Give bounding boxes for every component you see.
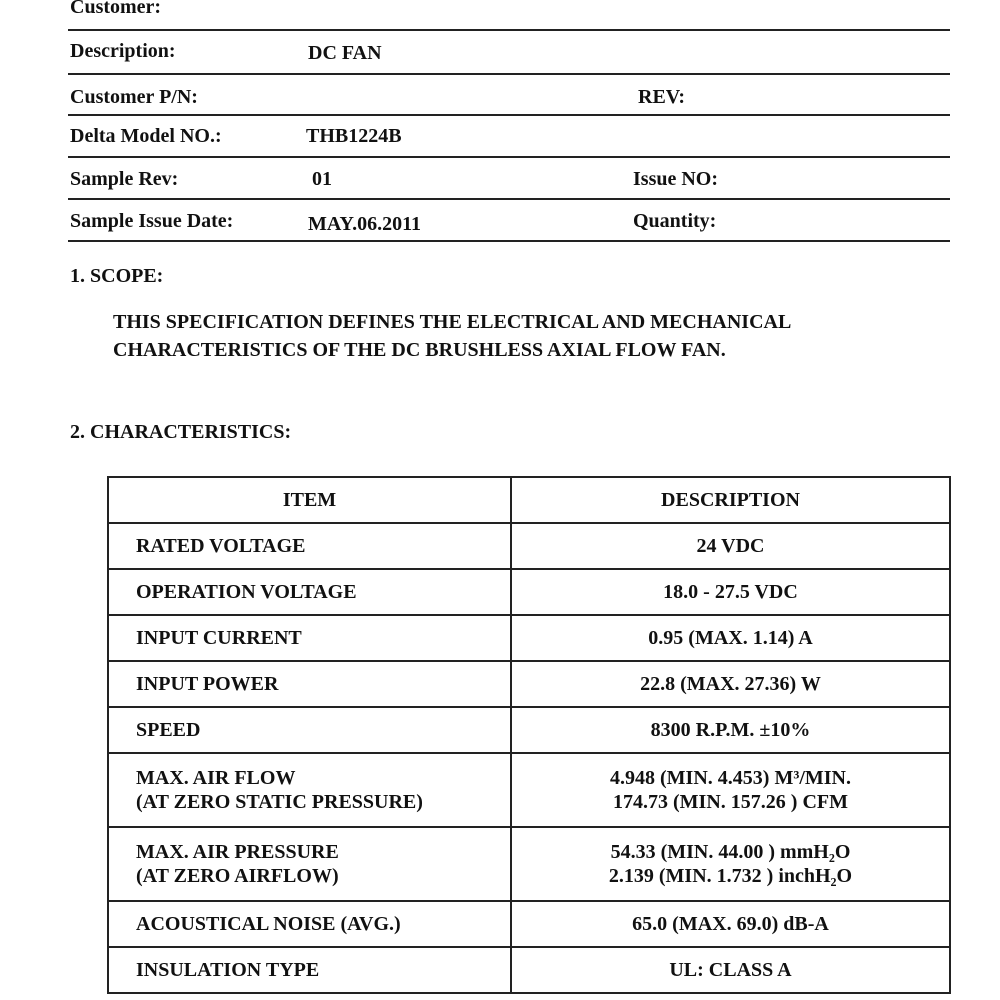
divider: [68, 156, 950, 158]
description-cell: [511, 707, 950, 753]
characteristics-table: [107, 476, 951, 994]
table-row: [108, 901, 950, 947]
issue-date-label: Sample Issue Date:: [70, 210, 234, 232]
description-text: 65.0 (MAX. 69.0) dB-A: [632, 913, 829, 935]
description-cell: [511, 615, 950, 661]
description-value: DC FAN: [308, 42, 382, 64]
model-value: THB1224B: [306, 125, 402, 147]
divider: [68, 114, 950, 116]
column-header-item: ITEM: [108, 477, 511, 523]
sample-rev-label: Sample Rev:: [70, 168, 179, 190]
table-row: [108, 615, 950, 661]
issue-date-value: MAY.06.2011: [308, 213, 421, 235]
rev-label: REV:: [638, 86, 686, 108]
description-cell: [511, 753, 950, 827]
item-text: OPERATION VOLTAGE: [136, 581, 357, 603]
item-text: (AT ZERO AIRFLOW): [136, 865, 339, 887]
item-cell: [108, 523, 511, 569]
description-text: 24 VDC: [696, 535, 765, 557]
table-row: [108, 569, 950, 615]
description-label: Description:: [70, 40, 176, 62]
model-label: Delta Model NO.:: [70, 125, 222, 147]
description-text: 18.0 - 27.5 VDC: [663, 581, 798, 603]
item-cell: [108, 569, 511, 615]
item-cell: [108, 753, 511, 827]
column-header-description: DESCRIPTION: [511, 477, 950, 523]
divider: [68, 198, 950, 200]
quantity-label: Quantity:: [633, 210, 717, 232]
divider: [68, 73, 950, 75]
characteristics-heading: 2. CHARACTERISTICS:: [70, 421, 292, 443]
description-text: 0.95 (MAX. 1.14) A: [648, 627, 813, 649]
description-cell: [511, 661, 950, 707]
item-cell: [108, 947, 511, 993]
divider: [68, 29, 950, 31]
table-row: [108, 827, 950, 901]
item-cell: [108, 661, 511, 707]
scope-line: CHARACTERISTICS OF THE DC BRUSHLESS AXIAL FLOW FAN.: [113, 339, 726, 361]
item-text: MAX. AIR PRESSURE: [136, 841, 339, 863]
item-text: ACOUSTICAL NOISE (AVG.): [136, 913, 401, 935]
item-cell: [108, 615, 511, 661]
description-text: UL: CLASS A: [669, 959, 792, 981]
item-text: MAX. AIR FLOW: [136, 767, 296, 789]
customer-label: Customer:: [70, 0, 162, 18]
table-row: [108, 707, 950, 753]
description-cell: [511, 827, 950, 901]
issue-no-label: Issue NO:: [633, 168, 719, 190]
table-row: [108, 661, 950, 707]
item-text: INPUT CURRENT: [136, 627, 302, 649]
sample-rev-value: 01: [312, 168, 332, 190]
item-text: (AT ZERO STATIC PRESSURE): [136, 791, 423, 813]
scope-heading: 1. SCOPE:: [70, 265, 164, 287]
description-cell: [511, 523, 950, 569]
description-text: 22.8 (MAX. 27.36) W: [640, 673, 821, 695]
customer-pn-label: Customer P/N:: [70, 86, 198, 108]
table-row: [108, 523, 950, 569]
item-cell: [108, 707, 511, 753]
table-row: [108, 753, 950, 827]
item-text: RATED VOLTAGE: [136, 535, 306, 557]
item-text: SPEED: [136, 719, 201, 741]
description-text: 8300 R.P.M. ±10%: [650, 719, 811, 741]
description-cell: [511, 947, 950, 993]
description-text: 4.948 (MIN. 4.453) M³/MIN.: [610, 767, 851, 789]
description-text: 2.139 (MIN. 1.732 ) inchH₂O: [608, 865, 853, 887]
item-cell: [108, 827, 511, 901]
scope-line: THIS SPECIFICATION DEFINES THE ELECTRICAL AND MECHANICAL: [113, 311, 792, 333]
description-cell: [511, 901, 950, 947]
description-text: 174.73 (MIN. 157.26 ) CFM: [613, 791, 848, 813]
divider: [68, 240, 950, 242]
description-text: 54.33 (MIN. 44.00 ) mmH₂O: [610, 841, 851, 863]
item-cell: [108, 901, 511, 947]
table-header-row: [108, 477, 950, 523]
item-text: INPUT POWER: [136, 673, 279, 695]
description-cell: [511, 569, 950, 615]
table-row: [108, 947, 950, 993]
item-text: INSULATION TYPE: [136, 959, 320, 981]
